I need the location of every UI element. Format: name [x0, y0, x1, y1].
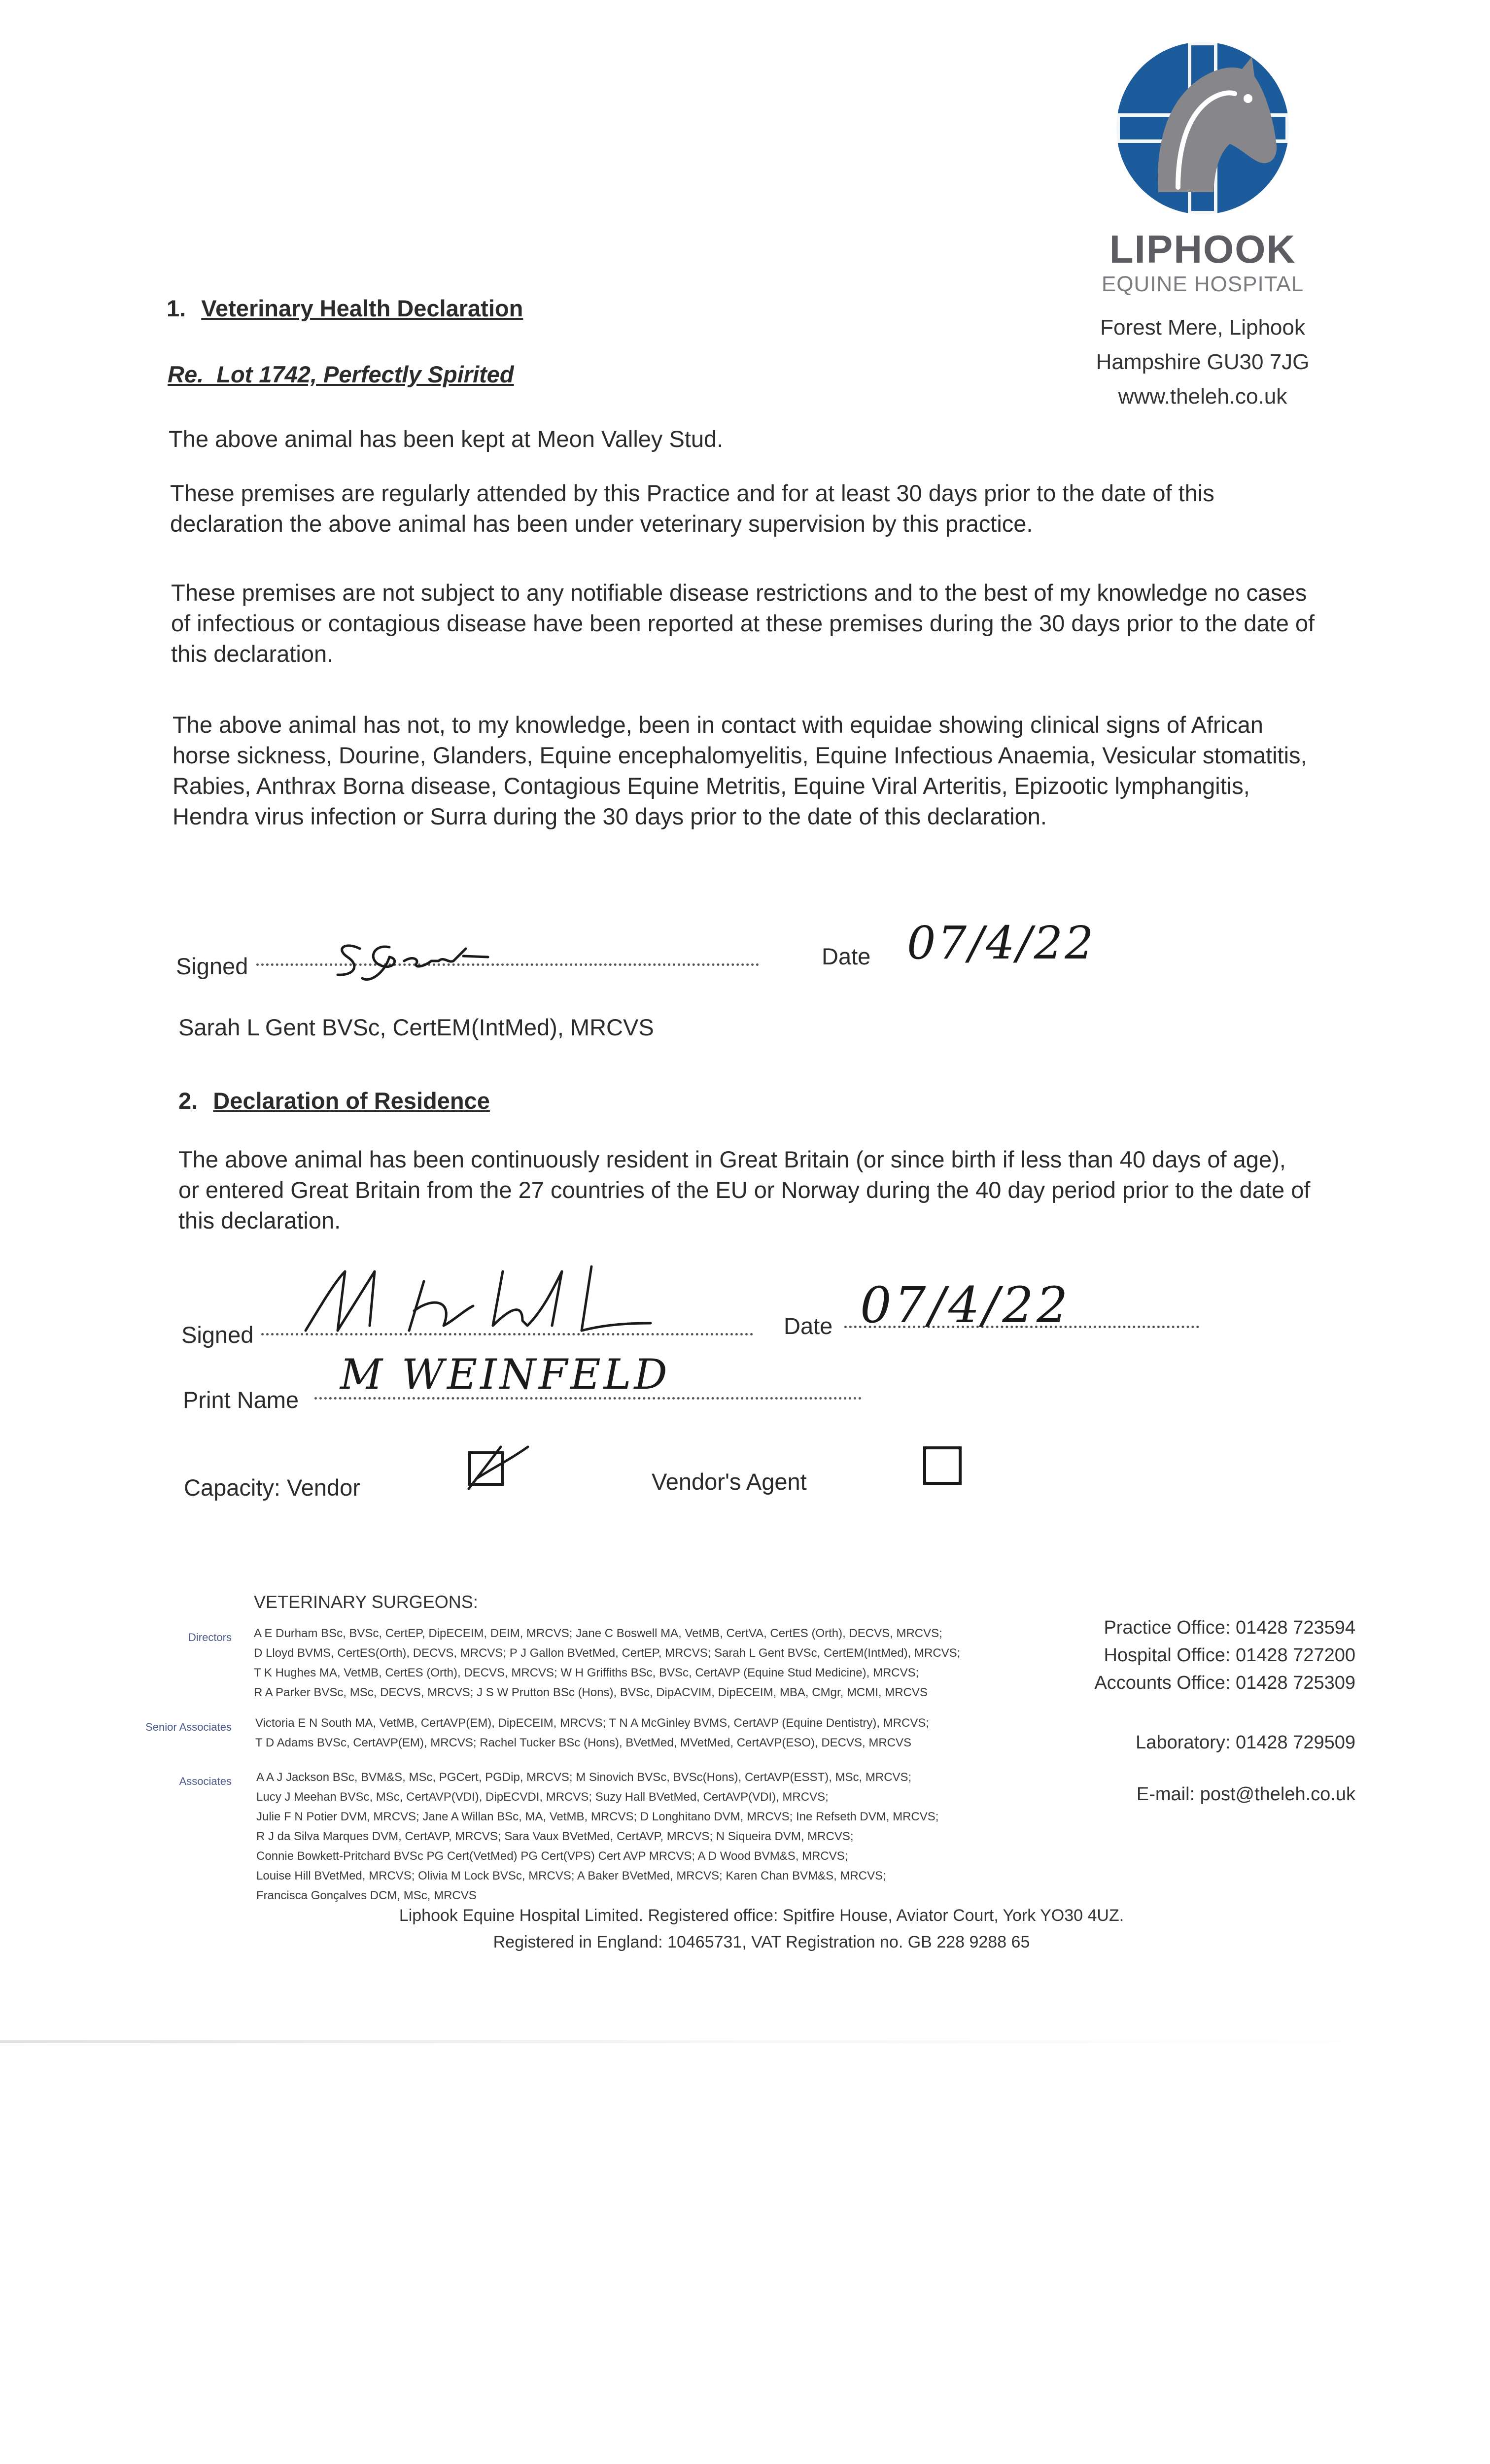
horse-logo-icon — [1104, 30, 1301, 227]
section-2-heading — [178, 1087, 490, 1114]
associates-line: Francisca Gonçalves DCM, MSc, MRCVS — [256, 1889, 477, 1902]
senior-associates-list — [255, 1713, 1064, 1753]
veterinary-surgeons-heading: VETERINARY SURGEONS: — [254, 1592, 478, 1612]
section-1-number: 1. — [167, 295, 186, 321]
senior-associates-line: Victoria E N South MA, VetMB, CertAVP(EM), DipECEIM, MRCVS; T N A McGinley BVMS, CertAVP (Equine Dentistry), MRCVS; — [255, 1716, 930, 1730]
hospital-office-phone: Hospital Office: 01428 727200 — [1104, 1645, 1355, 1666]
associates-line: Connie Bowkett-Pritchard BVSc PG Cert(VetMed) PG Cert(VPS) Cert AVP MRCVS; A D Wood BVM&S, MRCVS; — [256, 1849, 848, 1863]
logo — [1101, 30, 1304, 306]
lot-reference: Re. Lot 1742, Perfectly Spirited — [168, 361, 514, 387]
accounts-office-phone: Accounts Office: 01428 725309 — [1094, 1673, 1355, 1693]
section-2-para-1: The above animal has been continuously resident in Great Britain (or since birth if less than 40 days of age), or entered Great Britain from the 27 countries of the EU or Norway during the 40 day period prior to the date of this declaration. — [178, 1146, 1311, 1233]
address-line-1: Forest Mere, Liphook — [1100, 315, 1305, 340]
vendors-agent-checkbox[interactable] — [923, 1446, 962, 1485]
section-1-heading — [167, 295, 523, 322]
section-1-para-3: These premises are not subject to any notifiable disease restrictions and to the best of my knowledge no cases of infectious or contagious disease have been reported at these premises during the 30 days prior to the date of this declaration. — [171, 580, 1315, 667]
registered-office: Liphook Equine Hospital Limited. Registered office: Spitfire House, Aviator Court, York YO30 4UZ. — [399, 1906, 1124, 1925]
section-2-number: 2. — [178, 1088, 198, 1114]
section-1-signed-label: Signed — [176, 953, 248, 979]
directors-list — [254, 1624, 1062, 1703]
practice-office-phone: Practice Office: 01428 723594 — [1104, 1617, 1355, 1638]
section-1-signature — [325, 926, 532, 986]
directors-label: Directors — [188, 1631, 232, 1643]
section-2-signed-label: Signed — [181, 1322, 254, 1348]
section-2-date-value: 07/4/22 — [860, 1276, 1071, 1334]
scan-edge — [0, 2040, 1490, 2043]
directors-line: D Lloyd BVMS, CertES(Orth), DECVS, MRCVS; P J Gallon BVetMed, CertEP, MRCVS; Sarah L Gent BVSc, CertEM(IntMed), MRCVS; — [254, 1646, 961, 1660]
directors-line: A E Durham BSc, BVSc, CertEP, DipECEIM, DEIM, MRCVS; Jane C Boswell MA, VetMB, CertVA, CertES (Orth), DECVS, MRCVS; — [254, 1627, 942, 1640]
associates-line: R J da Silva Marques DVM, CertAVP, MRCVS; Sara Vaux BVetMed, CertAVP, MRCVS; N Siqueira DVM, MRCVS; — [256, 1830, 854, 1843]
associates-line: Lucy J Meehan BVSc, MSc, CertAVP(VDI), DipECVDI, MRCVS; Suzy Hall BVetMed, CertAVP(VDI), MRCVS; — [256, 1790, 829, 1804]
vendor-checkbox[interactable] — [468, 1451, 504, 1486]
senior-associates-label: Senior Associates — [145, 1721, 232, 1733]
section-1-date-value: 07/4/22 — [907, 917, 1096, 969]
contact-email: E-mail: post@theleh.co.uk — [1136, 1784, 1355, 1805]
associates-line: A A J Jackson BSc, BVM&S, MSc, PGCert, PGDip, MRCVS; M Sinovich BVSc, BVSc(Hons), CertAVP(ESST), MSc, MRCVS; — [256, 1771, 912, 1784]
senior-associates-line: T D Adams BVSc, CertAVP(EM), MRCVS; Rachel Tucker BSc (Hons), BVetMed, MVetMed, CertAVP(ESO), DECVS, MRCVS — [255, 1736, 912, 1749]
website: www.theleh.co.uk — [1118, 384, 1287, 409]
print-name-value: M WEINFELD — [340, 1350, 670, 1399]
section-2-title: Declaration of Residence — [213, 1088, 490, 1114]
associates-line: Louise Hill BVetMed, MRCVS; Olivia M Lock BVSc, MRCVS; A Baker BVetMed, MRCVS; Karen Chan BVM&S, MRCVS; — [256, 1869, 886, 1882]
section-2-signature — [296, 1252, 690, 1340]
section-1-para-1: The above animal has been kept at Meon Valley Stud. — [169, 426, 724, 452]
address-block — [1055, 310, 1351, 414]
address-line-2: Hampshire GU30 7JG — [1096, 350, 1310, 374]
section-1-title: Veterinary Health Declaration — [201, 295, 523, 321]
print-name-label: Print Name — [183, 1387, 299, 1413]
office-contacts — [1010, 1614, 1355, 1697]
section-1-para-2: These premises are regularly attended by this Practice and for at least 30 days prior to the date of this declaration the above animal has been under veterinary supervision by this practice. — [170, 480, 1214, 537]
associates-list — [256, 1768, 1065, 1906]
associates-line: Julie F N Potier DVM, MRCVS; Jane A Willan BSc, MA, VetMB, MRCVS; D Longhitano DVM, MRCVS; Ine Refseth DVM, MRCVS; — [256, 1810, 939, 1823]
associates-label: Associates — [179, 1775, 232, 1787]
section-1-signatory: Sarah L Gent BVSc, CertEM(IntMed), MRCVS — [178, 1014, 654, 1040]
laboratory-phone: Laboratory: 01428 729509 — [1136, 1732, 1355, 1753]
checkmark-icon — [466, 1442, 530, 1496]
capacity-vendor-label: Capacity: Vendor — [184, 1474, 360, 1501]
logo-subtitle: EQUINE HOSPITAL — [1101, 272, 1304, 296]
directors-line: R A Parker BVSc, MSc, DECVS, MRCVS; J S W Prutton BSc (Hons), BVSc, DipACVIM, DipECEIM, MBA, CMgr, MCMI, MRCVS — [254, 1686, 928, 1699]
section-2-date-label: Date — [784, 1313, 833, 1339]
vendors-agent-label: Vendor's Agent — [652, 1469, 807, 1495]
logo-name: LIPHOOK — [1109, 227, 1296, 271]
section-1-date-label: Date — [822, 943, 871, 969]
registration-numbers: Registered in England: 10465731, VAT Registration no. GB 228 9288 65 — [493, 1933, 1030, 1951]
directors-line: T K Hughes MA, VetMB, CertES (Orth), DECVS, MRCVS; W H Griffiths BSc, BVSc, CertAVP (Equine Stud Medicine), MRCVS; — [254, 1666, 919, 1679]
section-1-para-4: The above animal has not, to my knowledge, been in contact with equidae showing clinical signs of African horse sickness, Dourine, Glanders, Equine encephalomyelitis, Equine Infectious Anaemia, Vesicular stomatitis, Rabies, Anthrax Borna disease, Contagious Equine Metritis, Equine Viral Arteritis, Epizootic lymphangitis, Hendra virus infection or Surra during the 30 days prior to the date of this declaration. — [173, 712, 1307, 829]
